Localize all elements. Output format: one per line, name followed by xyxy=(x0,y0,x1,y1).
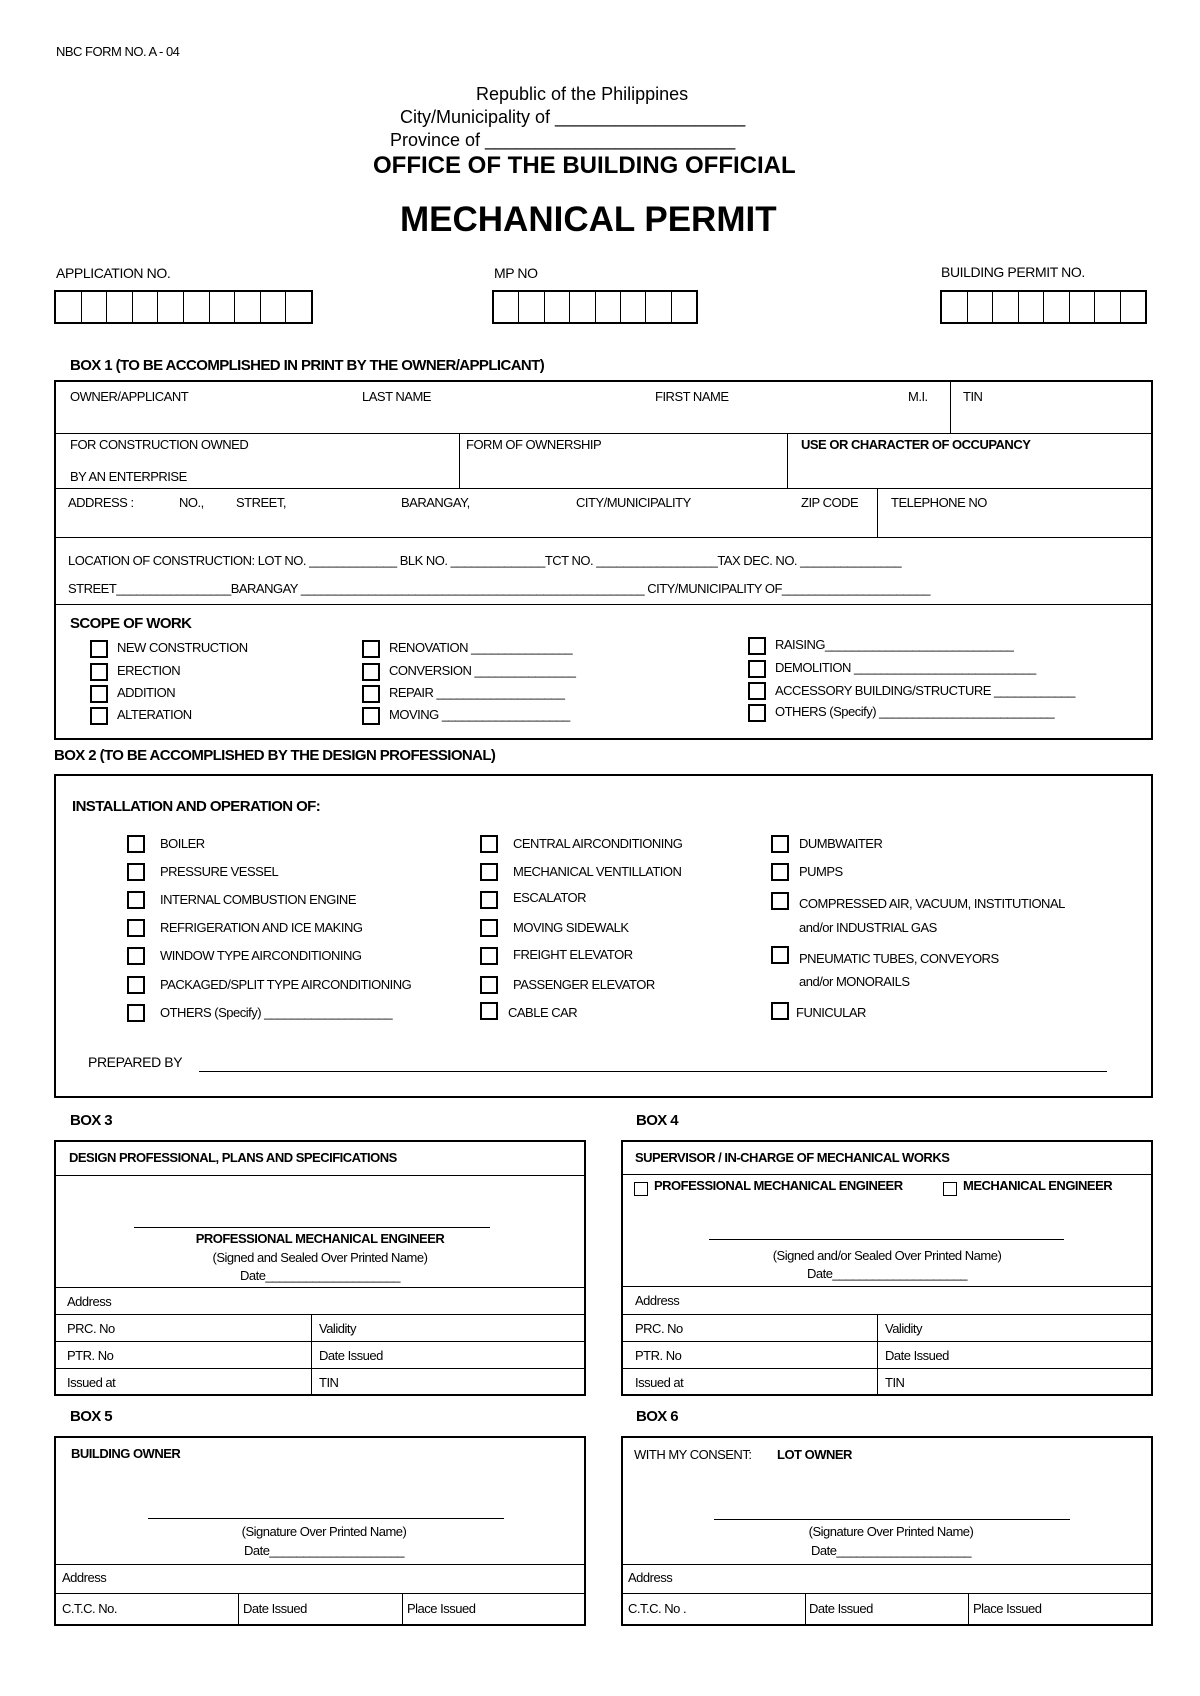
passenger-elevator-label: PASSENGER ELEVATOR xyxy=(513,977,655,992)
scope-addition-checkbox[interactable] xyxy=(90,685,108,703)
scope-moving-label: MOVING ___________________ xyxy=(389,707,570,722)
box4-date-label: Date____________________ xyxy=(806,1266,968,1281)
box4-prc-label: PRC. No xyxy=(635,1321,683,1336)
packaged-aircon-label: PACKAGED/SPLIT TYPE AIRCONDITIONING xyxy=(160,977,412,992)
mechanical-ventillation-checkbox[interactable] xyxy=(480,863,498,881)
box3-date-label: Date____________________ xyxy=(239,1268,401,1283)
box4-title: SUPERVISOR / IN-CHARGE OF MECHANICAL WORKS xyxy=(635,1150,950,1165)
box3-tin-label: TIN xyxy=(319,1375,339,1390)
form-number: NBC FORM NO. A - 04 xyxy=(56,44,180,59)
box4-address-label: Address xyxy=(635,1293,680,1308)
installation-title: INSTALLATION AND OPERATION OF: xyxy=(72,798,321,815)
box4-me-label: MECHANICAL ENGINEER xyxy=(963,1178,1113,1193)
address-label: ADDRESS : xyxy=(68,495,134,510)
pneumatic-tubes-label-2: and/or MONORAILS xyxy=(799,974,910,989)
box3-signed-label: (Signed and Sealed Over Printed Name) xyxy=(212,1250,428,1265)
box4-pme-checkbox[interactable] xyxy=(634,1182,648,1196)
others-install-label: OTHERS (Specify) ___________________ xyxy=(160,1005,393,1020)
use-occupancy-label: USE OR CHARACTER OF OCCUPANCY xyxy=(801,437,1031,452)
scope-new-construction-label: NEW CONSTRUCTION xyxy=(117,640,248,655)
box6-signed-label: (Signature Over Printed Name) xyxy=(808,1524,974,1539)
box3-address-label: Address xyxy=(67,1294,112,1309)
box2-frame xyxy=(54,774,1153,1098)
scope-raising-label: RAISING____________________________ xyxy=(775,637,1014,652)
dumbwaiter-label: DUMBWAITER xyxy=(799,836,883,851)
box4-signature-line[interactable] xyxy=(709,1239,1064,1240)
box6-lot-owner-label: LOT OWNER xyxy=(777,1447,852,1462)
telephone-label: TELEPHONE NO xyxy=(891,495,987,510)
location-line-2: STREET_________________BARANGAY ___________________________________________________ CITY/MUNICIPALITY OF______________________ xyxy=(68,581,930,596)
freight-elevator-checkbox[interactable] xyxy=(480,947,498,965)
building-permit-no-input[interactable] xyxy=(940,290,1147,324)
scope-raising-checkbox[interactable] xyxy=(748,637,766,655)
escalator-label: ESCALATOR xyxy=(513,890,587,905)
location-line-1: LOCATION OF CONSTRUCTION: LOT NO. _____________ BLK NO. ______________TCT NO. __________________TAX DEC. NO. _______________ xyxy=(68,553,902,568)
box5-title: BUILDING OWNER xyxy=(71,1446,181,1461)
form-ownership-label: FORM OF OWNERSHIP xyxy=(466,437,602,452)
province-heading: Province of _________________________ xyxy=(390,130,736,150)
pumps-label: PUMPS xyxy=(799,864,843,879)
first-name-label: FIRST NAME xyxy=(655,389,729,404)
box6-address-label: Address xyxy=(628,1570,673,1585)
passenger-elevator-checkbox[interactable] xyxy=(480,976,498,994)
box5-label: BOX 5 xyxy=(70,1408,113,1425)
scope-addition-label: ADDITION xyxy=(117,685,176,700)
compressed-air-label-1: COMPRESSED AIR, VACUUM, INSTITUTIONAL xyxy=(799,896,1065,911)
box3-prc-label: PRC. No xyxy=(67,1321,115,1336)
tin-label: TIN xyxy=(963,389,983,404)
scope-repair-label: REPAIR ___________________ xyxy=(389,685,565,700)
box6-consent-label: WITH MY CONSENT: xyxy=(634,1447,752,1462)
cable-car-label: CABLE CAR xyxy=(508,1005,578,1020)
scope-erection-label: ERECTION xyxy=(117,663,181,678)
address-city-label: CITY/MUNICIPALITY xyxy=(576,495,691,510)
box5-signed-label: (Signature Over Printed Name) xyxy=(241,1524,407,1539)
scope-others-checkbox[interactable] xyxy=(748,704,766,722)
box3-title: DESIGN PROFESSIONAL, PLANS AND SPECIFICATIONS xyxy=(69,1150,397,1165)
funicular-checkbox[interactable] xyxy=(771,1002,789,1020)
scope-conversion-checkbox[interactable] xyxy=(362,663,380,681)
scope-alteration-label: ALTERATION xyxy=(117,707,192,722)
owner-label: OWNER/APPLICANT xyxy=(70,389,189,404)
compressed-air-label-2: and/or INDUSTRIAL GAS xyxy=(799,920,937,935)
box1-title: BOX 1 (TO BE ACCOMPLISHED IN PRINT BY THE OWNER/APPLICANT) xyxy=(70,357,545,374)
box5-date-label: Date____________________ xyxy=(243,1543,405,1558)
scope-renovation-checkbox[interactable] xyxy=(362,640,380,658)
scope-of-work-title: SCOPE OF WORK xyxy=(70,615,192,632)
application-no-input[interactable] xyxy=(54,290,313,324)
box6-signature-line[interactable] xyxy=(714,1519,1070,1520)
city-heading: City/Municipality of ___________________ xyxy=(400,107,746,127)
box3-date-issued-label: Date Issued xyxy=(319,1348,383,1363)
prepared-by-label: PREPARED BY xyxy=(88,1054,183,1070)
box4-me-checkbox[interactable] xyxy=(943,1182,957,1196)
box6-place-issued-label: Place Issued xyxy=(973,1601,1042,1616)
packaged-aircon-checkbox[interactable] xyxy=(127,976,145,994)
box4-ptr-label: PTR. No xyxy=(635,1348,682,1363)
box4-signed-label: (Signed and/or Sealed Over Printed Name) xyxy=(772,1248,1002,1263)
box4-label: BOX 4 xyxy=(636,1112,679,1129)
address-no-label: NO., xyxy=(179,495,204,510)
mp-no-input[interactable] xyxy=(492,290,698,324)
scope-new-construction-checkbox[interactable] xyxy=(90,640,108,658)
box6-date-issued-label: Date Issued xyxy=(809,1601,873,1616)
others-install-checkbox[interactable] xyxy=(127,1004,145,1022)
box6-ctc-label: C.T.C. No . xyxy=(628,1601,687,1616)
scope-alteration-checkbox[interactable] xyxy=(90,707,108,725)
boiler-checkbox[interactable] xyxy=(127,835,145,853)
scope-others-label: OTHERS (Specify) __________________________ xyxy=(775,704,1055,719)
scope-demolition-label: DEMOLITION ___________________________ xyxy=(775,660,1036,675)
pressure-vessel-checkbox[interactable] xyxy=(127,863,145,881)
box2-title: BOX 2 (TO BE ACCOMPLISHED BY THE DESIGN PROFESSIONAL) xyxy=(54,747,496,764)
box4-tin-label: TIN xyxy=(885,1375,905,1390)
office-heading: OFFICE OF THE BUILDING OFFICIAL xyxy=(373,152,796,179)
moving-sidewalk-label: MOVING SIDEWALK xyxy=(513,920,629,935)
box5-date-issued-label: Date Issued xyxy=(243,1601,307,1616)
by-enterprise-label: BY AN ENTERPRISE xyxy=(70,469,187,484)
box5-signature-line[interactable] xyxy=(148,1518,504,1519)
window-aircon-label: WINDOW TYPE AIRCONDITIONING xyxy=(160,948,362,963)
scope-conversion-label: CONVERSION _______________ xyxy=(389,663,576,678)
for-construction-label: FOR CONSTRUCTION OWNED xyxy=(70,437,249,452)
mechanical-ventillation-label: MECHANICAL VENTILLATION xyxy=(513,864,682,879)
internal-combustion-label: INTERNAL COMBUSTION ENGINE xyxy=(160,892,356,907)
box4-pme-label: PROFESSIONAL MECHANICAL ENGINEER xyxy=(654,1178,903,1193)
address-barangay-label: BARANGAY, xyxy=(401,495,470,510)
address-street-label: STREET, xyxy=(236,495,286,510)
box5-ctc-label: C.T.C. No. xyxy=(62,1601,117,1616)
box3-signature-line[interactable] xyxy=(134,1227,490,1228)
prepared-by-line[interactable] xyxy=(199,1071,1107,1072)
central-aircon-label: CENTRAL AIRCONDITIONING xyxy=(513,836,683,851)
pneumatic-tubes-checkbox[interactable] xyxy=(771,946,789,964)
box3-ptr-label: PTR. No xyxy=(67,1348,114,1363)
refrigeration-label: REFRIGERATION AND ICE MAKING xyxy=(160,920,363,935)
moving-sidewalk-checkbox[interactable] xyxy=(480,919,498,937)
pumps-checkbox[interactable] xyxy=(771,863,789,881)
window-aircon-checkbox[interactable] xyxy=(127,947,145,965)
box3-label: BOX 3 xyxy=(70,1112,113,1129)
scope-demolition-checkbox[interactable] xyxy=(748,660,766,678)
box3-validity-label: Validity xyxy=(319,1321,356,1336)
compressed-air-checkbox[interactable] xyxy=(771,892,789,910)
internal-combustion-checkbox[interactable] xyxy=(127,891,145,909)
box4-issued-at-label: Issued at xyxy=(635,1375,684,1390)
freight-elevator-label: FREIGHT ELEVATOR xyxy=(513,947,633,962)
scope-accessory-label: ACCESSORY BUILDING/STRUCTURE ____________ xyxy=(775,683,1075,698)
building-permit-no-label: BUILDING PERMIT NO. xyxy=(941,264,1085,280)
refrigeration-checkbox[interactable] xyxy=(127,919,145,937)
pressure-vessel-label: PRESSURE VESSEL xyxy=(160,864,279,879)
application-no-label: APPLICATION NO. xyxy=(56,265,171,281)
box6-label: BOX 6 xyxy=(636,1408,679,1425)
escalator-checkbox[interactable] xyxy=(480,891,498,909)
mi-label: M.I. xyxy=(908,389,928,404)
funicular-label: FUNICULAR xyxy=(796,1005,866,1020)
scope-accessory-checkbox[interactable] xyxy=(748,682,766,700)
scope-moving-checkbox[interactable] xyxy=(362,707,380,725)
last-name-label: LAST NAME xyxy=(362,389,431,404)
scope-renovation-label: RENOVATION _______________ xyxy=(389,640,573,655)
pneumatic-tubes-label-1: PNEUMATIC TUBES, CONVEYORS xyxy=(799,951,999,966)
box5-address-label: Address xyxy=(62,1570,107,1585)
scope-repair-checkbox[interactable] xyxy=(362,685,380,703)
mp-no-label: MP NO xyxy=(494,265,538,281)
box5-place-issued-label: Place Issued xyxy=(407,1601,476,1616)
scope-erection-checkbox[interactable] xyxy=(90,663,108,681)
boiler-label: BOILER xyxy=(160,836,205,851)
box6-date-label: Date____________________ xyxy=(810,1543,972,1558)
page-title: MECHANICAL PERMIT xyxy=(400,200,777,239)
zip-code-label: ZIP CODE xyxy=(801,495,859,510)
republic-heading: Republic of the Philippines xyxy=(476,84,689,104)
box3-issued-at-label: Issued at xyxy=(67,1375,116,1390)
cable-car-checkbox[interactable] xyxy=(480,1002,498,1020)
dumbwaiter-checkbox[interactable] xyxy=(771,835,789,853)
box3-pme-label: PROFESSIONAL MECHANICAL ENGINEER xyxy=(195,1231,445,1246)
box4-date-issued-label: Date Issued xyxy=(885,1348,949,1363)
central-aircon-checkbox[interactable] xyxy=(480,835,498,853)
box4-validity-label: Validity xyxy=(885,1321,922,1336)
